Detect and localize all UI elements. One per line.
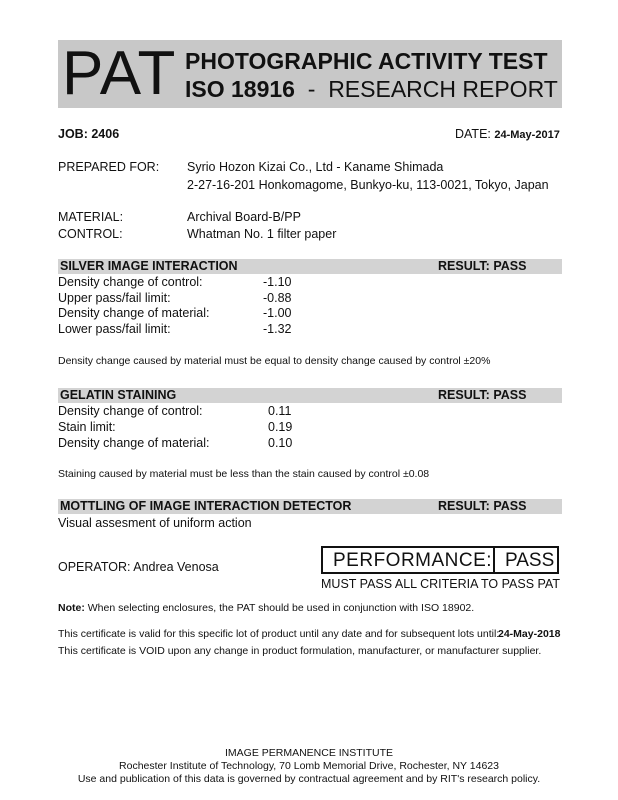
silver-row-value: -1.32 (263, 322, 292, 336)
gelatin-result: RESULT: PASS (438, 388, 527, 402)
date-value: 24-May-2017 (494, 129, 560, 141)
operator: OPERATOR: Andrea Venosa (58, 560, 219, 574)
gelatin-note: Staining caused by material must be less than the stain caused by control ±0.08 (58, 468, 430, 480)
report-subtitle (185, 76, 558, 102)
mottling-description: Visual assesment of uniform action (58, 516, 252, 530)
silver-row-label: Lower pass/fail limit: (58, 322, 171, 336)
performance-box (321, 546, 559, 574)
gelatin-section-title: GELATIN STAINING (60, 388, 177, 402)
material-value: Archival Board-B/PP (187, 210, 301, 224)
prepared-for-label: PREPARED FOR: (58, 160, 160, 174)
performance-label: PERFORMANCE: (333, 550, 493, 571)
note-label: Note: (58, 602, 85, 614)
silver-section-bar (58, 259, 562, 274)
gelatin-section-bar (58, 388, 562, 403)
date-label: DATE: (455, 127, 491, 141)
silver-row-value: -1.00 (263, 306, 292, 320)
mottling-result: RESULT: PASS (438, 499, 527, 513)
footer-institute: IMAGE PERMANENCE INSTITUTE (224, 747, 393, 759)
validity-date: 24-May-2018 (498, 628, 561, 640)
silver-row-label: Density change of material: (58, 306, 210, 320)
report-title: PHOTOGRAPHIC ACTIVITY TEST (185, 48, 548, 74)
report-date (455, 126, 560, 143)
gelatin-row-value: 0.10 (268, 436, 293, 450)
footer-address: Rochester Institute of Technology, 70 Lomb Memorial Drive, Rochester, NY 14623 (119, 760, 499, 772)
material-label: MATERIAL: (58, 210, 124, 224)
gelatin-row-label: Density change of material: (58, 436, 210, 450)
pat-logo: PAT (62, 39, 177, 108)
silver-row-label: Upper pass/fail limit: (58, 291, 171, 305)
job-number: JOB: 2406 (58, 127, 120, 141)
usage-note (58, 601, 474, 615)
silver-row-value: -0.88 (263, 291, 292, 305)
control-label: CONTROL: (58, 227, 123, 241)
validity-statement: This certificate is valid for this specific lot of product until any date and for subsequent lots until: (58, 628, 500, 640)
client-name: Syrio Hozon Kizai Co., Ltd - Kaname Shimada (187, 160, 444, 174)
note-text: When selecting enclosures, the PAT should be used in conjunction with ISO 18902. (84, 602, 475, 614)
gelatin-row-value: 0.11 (268, 404, 292, 418)
void-statement: This certificate is VOID upon any change in product formulation, manufacturer, or manufacturer supplier. (58, 645, 542, 657)
client-address: 2-27-16-201 Honkomagome, Bunkyo-ku, 113-0021, Tokyo, Japan (187, 178, 549, 192)
report-type: - RESEARCH REPORT (294, 76, 558, 102)
silver-row-label: Density change of control: (58, 275, 203, 289)
iso-standard: ISO 18916 (185, 76, 295, 102)
mottling-section-title: MOTTLING OF IMAGE INTERACTION DETECTOR (60, 499, 352, 513)
gelatin-row-label: Stain limit: (58, 420, 116, 434)
performance-value: PASS (505, 550, 555, 571)
mottling-section-bar (58, 499, 562, 514)
control-value: Whatman No. 1 filter paper (187, 227, 337, 241)
gelatin-row-label: Density change of control: (58, 404, 203, 418)
gelatin-row-value: 0.19 (268, 420, 293, 434)
silver-result: RESULT: PASS (438, 259, 527, 273)
silver-section-title: SILVER IMAGE INTERACTION (60, 259, 238, 273)
performance-divider (493, 548, 495, 572)
performance-caption: MUST PASS ALL CRITERIA TO PASS PAT (321, 577, 560, 591)
silver-note: Density change caused by material must be equal to density change caused by control ±20% (58, 355, 491, 367)
silver-row-value: -1.10 (263, 275, 292, 289)
footer-policy: Use and publication of this data is governed by contractual agreement and by RIT's research policy. (77, 773, 541, 785)
